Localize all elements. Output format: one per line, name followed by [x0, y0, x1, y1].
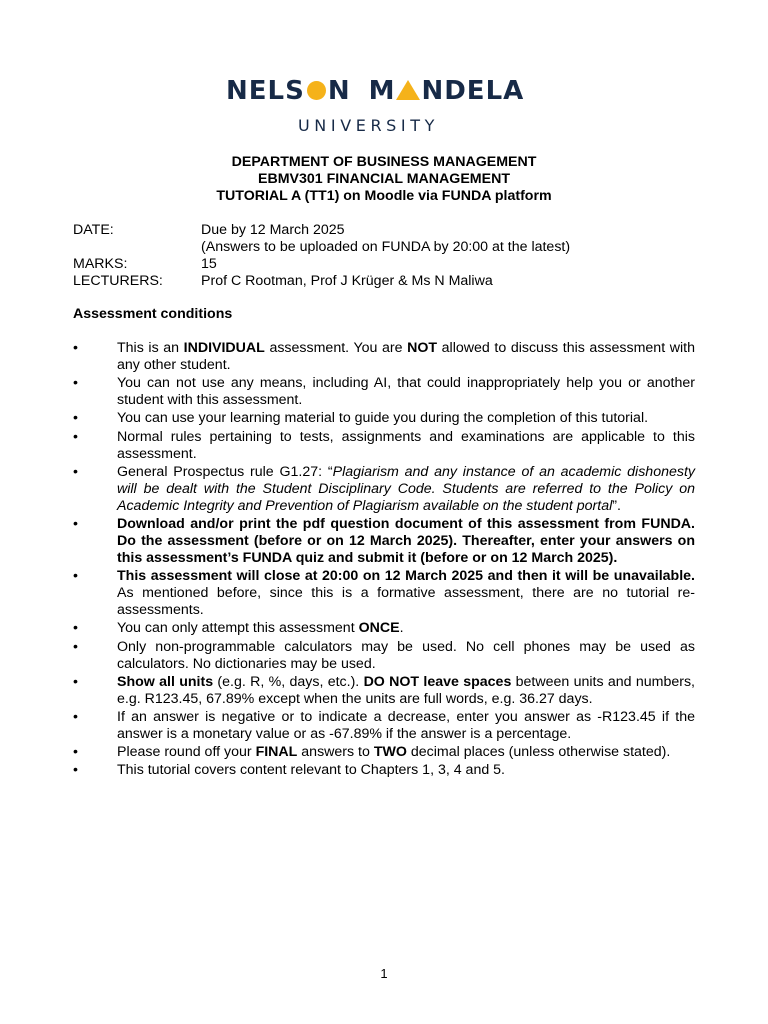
bullet-icon: • [73, 708, 78, 725]
date-note: (Answers to be uploaded on FUNDA by 20:00 at the latest) [201, 239, 571, 255]
university-logo [0, 74, 768, 138]
lecturers-value: Prof C Rootman, Prof J Krüger & Ms N Maliwa [201, 273, 493, 289]
bullet-icon: • [73, 568, 78, 585]
assessment-details [73, 222, 570, 290]
logo-subtitle: UNIVERSITY [298, 116, 439, 135]
bullet-icon: • [73, 638, 78, 655]
bullet-icon: • [73, 673, 78, 690]
bullet-icon: • [73, 762, 78, 779]
date-value: Due by 12 March 2025 [201, 222, 345, 238]
list-item: • General Prospectus rule G1.27: “Plagiarism and any instance of an academic dishonesty will be dealt with the Student Disciplinary Code. Students are referred to the Policy on Academic Integrity and Prevention of Plagiarism available on the student portal”. [73, 463, 695, 514]
lecturers-row [73, 273, 570, 290]
bullet-icon: • [73, 340, 78, 356]
marks-row [73, 256, 570, 273]
list-item: • If an answer is negative or to indicate a decrease, enter you answer as -R123.45 if the answer is a monetary value or as -67.89% if the answer is a percentage. [73, 708, 695, 742]
list-item: • Only non-programmable calculators may be used. No cell phones may be used as calculators. No dictionaries may be used. [73, 638, 695, 672]
bullet-icon: • [73, 744, 78, 761]
bullet-icon: • [73, 515, 78, 532]
list-item: • This assessment will close at 20:00 on 12 March 2025 and then it will be unavailable. As mentioned before, since this is a formative assessment, there are no tutorial re-assessments. [73, 568, 695, 619]
marks-label: MARKS: [73, 256, 128, 272]
bullet-icon: • [73, 375, 78, 392]
document-header [0, 154, 768, 205]
conditions-list [73, 340, 695, 780]
course-title: EBMV301 FINANCIAL MANAGEMENT [258, 171, 510, 187]
list-item: • Download and/or print the pdf question document of this assessment from FUNDA. Do the assessment (before or on 12 March 2025). Thereafter, enter your answers on this assessment’s FUNDA quiz and submit it (before or on 12 March 2025). [73, 515, 695, 566]
mountain-triangle-icon [396, 80, 420, 100]
list-item: • You can only attempt this assessment ONCE. [73, 620, 404, 637]
date-note-row [73, 239, 570, 256]
section-heading: Assessment conditions [73, 306, 233, 322]
marks-value: 15 [201, 256, 217, 272]
logo-wordmark: NELS N M NDELA [226, 76, 525, 106]
department-title: DEPARTMENT OF BUSINESS MANAGEMENT [231, 154, 537, 170]
date-row [73, 222, 570, 239]
bullet-icon: • [73, 463, 78, 480]
bullet-icon: • [73, 620, 78, 637]
page-number: 1 [380, 966, 388, 981]
bullet-icon: • [73, 428, 78, 445]
sun-dot-icon [307, 81, 326, 100]
tutorial-title: TUTORIAL A (TT1) on Moodle via FUNDA platform [216, 188, 552, 204]
list-item: • Show all units (e.g. R, %, days, etc.). DO NOT leave spaces between units and numbers, e.g. R123.45, 67.89% except when the units are full words, e.g. 36.27 days. [73, 673, 695, 707]
lecturers-label: LECTURERS: [73, 273, 163, 289]
list-item: • You can not use any means, including AI, that could inappropriately help you or another student with this assessment. [73, 375, 695, 409]
date-label: DATE: [73, 222, 114, 238]
list-item: • You can use your learning material to guide you during the completion of this tutorial. [73, 410, 649, 427]
list-item: • Normal rules pertaining to tests, assignments and examinations are applicable to this assessment. [73, 428, 695, 462]
list-item: • Please round off your FINAL answers to TWO decimal places (unless otherwise stated). [73, 744, 671, 761]
bullet-icon: • [73, 410, 78, 427]
list-item: • This is an INDIVIDUAL assessment. You are NOT allowed to discuss this assessment with any other student. [73, 340, 695, 373]
list-item: • This tutorial covers content relevant to Chapters 1, 3, 4 and 5. [73, 762, 506, 779]
